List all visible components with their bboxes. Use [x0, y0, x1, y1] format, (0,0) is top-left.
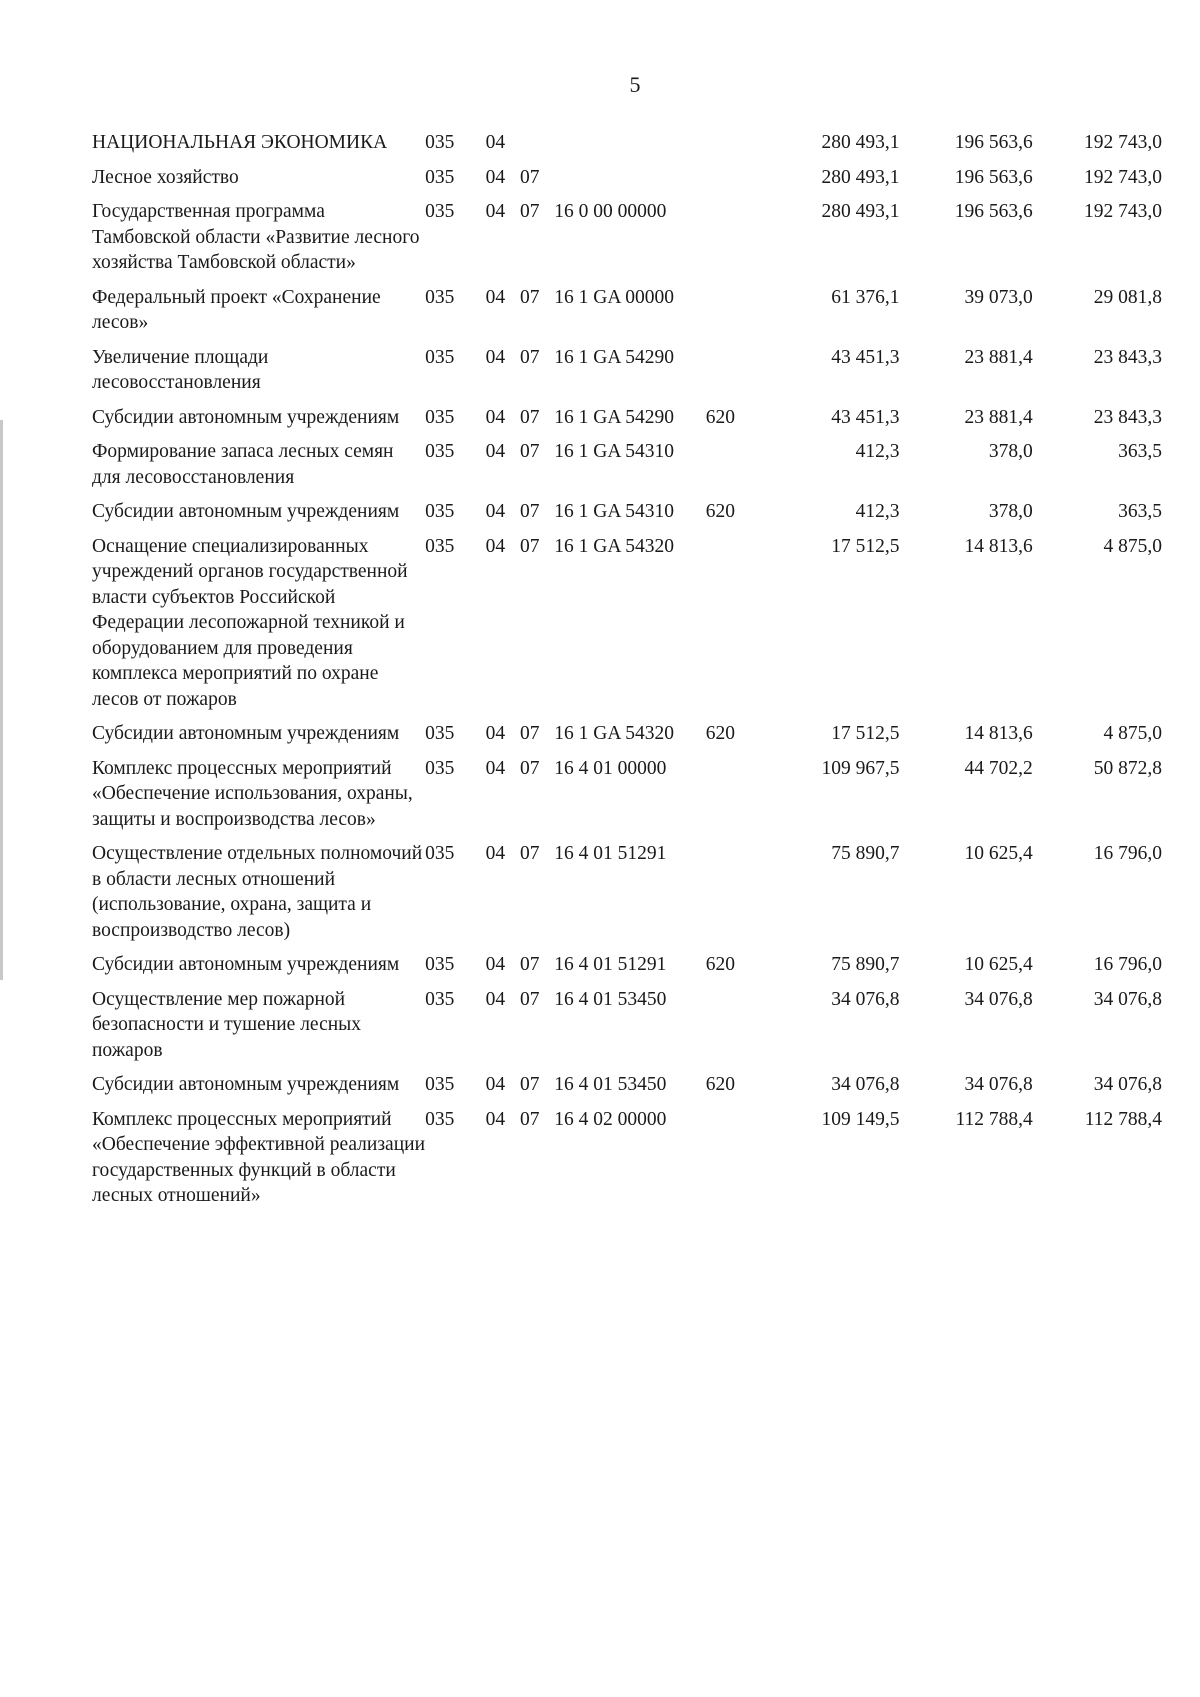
- table-row: [92, 130, 1162, 165]
- budget-item-name: Оснащение специализированных учреждений органов государственной власти субъектов Российской Федерации лесопожарной техникой и оборудованием для проведения комплекса мероприятий по охране лесов от пожаров: [92, 535, 408, 710]
- subsection-code: 07: [519, 1108, 540, 1130]
- target-article-code: 16 1 GA 54290: [554, 406, 675, 428]
- target-article-code: [554, 130, 705, 165]
- budget-item-name: Субсидии автономным учреждениям: [92, 954, 400, 975]
- ministry-code: 035: [425, 843, 455, 864]
- section-code: 04: [485, 1074, 506, 1095]
- section-code: 04: [485, 954, 506, 975]
- ministry-code: 035: [425, 535, 455, 557]
- amount-year-2: 44 702,2: [964, 757, 1033, 779]
- ministry-code: 035: [425, 406, 455, 428]
- amount-year-2: 196 563,6: [954, 132, 1033, 153]
- amount-year-1: 412,3: [855, 501, 900, 522]
- ministry-code: 035: [425, 132, 455, 153]
- budget-item-name: Субсидии автономным учреждениям: [92, 1074, 400, 1095]
- amount-year-3: 16 796,0: [1093, 954, 1162, 975]
- ministry-code: 035: [425, 1074, 455, 1095]
- table-row: [92, 285, 1162, 345]
- section-code: 04: [485, 346, 506, 368]
- budget-item-name: Формирование запаса лесных семян для лесовосстановления: [92, 441, 394, 488]
- target-article-code: 16 1 GA 54310: [554, 501, 675, 522]
- amount-year-2: 34 076,8: [964, 1074, 1033, 1095]
- amount-year-3: 363,5: [1118, 501, 1162, 522]
- subsection-code: 07: [519, 346, 540, 368]
- expense-type-code: 620: [705, 501, 735, 522]
- subsection-code: 07: [519, 954, 540, 975]
- table-row: [92, 345, 1162, 405]
- table-row: [92, 405, 1162, 440]
- target-article-code: 16 4 01 53450: [554, 1074, 667, 1095]
- amount-year-1: 43 451,3: [831, 406, 900, 428]
- ministry-code: 035: [425, 1108, 455, 1130]
- subsection-code: 07: [519, 406, 540, 428]
- table-row: [92, 1072, 1162, 1107]
- subsection-code: 07: [519, 441, 540, 462]
- expense-type-code: 620: [705, 723, 735, 744]
- amount-year-1: 17 512,5: [831, 535, 900, 557]
- budget-item-name: Осуществление отдельных полномочий в области лесных отношений (использование, охрана, защита и воспроизводство лесов): [92, 843, 423, 941]
- expense-type-code: 620: [705, 954, 735, 975]
- expense-type-code: 620: [705, 406, 735, 428]
- ministry-code: 035: [425, 346, 455, 368]
- ministry-code: 035: [425, 757, 455, 779]
- table-row: [92, 987, 1162, 1073]
- page-number: 5: [629, 72, 641, 97]
- budget-item-name: НАЦИОНАЛЬНАЯ ЭКОНОМИКА: [92, 132, 388, 153]
- amount-year-1: 75 890,7: [831, 954, 900, 975]
- subsection-code: 07: [519, 843, 540, 864]
- amount-year-1: 34 076,8: [831, 1074, 900, 1095]
- table-row: [92, 499, 1162, 534]
- amount-year-3: 192 743,0: [1084, 166, 1162, 188]
- amount-year-1: 109 149,5: [821, 1108, 900, 1130]
- ministry-code: 035: [425, 501, 455, 522]
- target-article-code: 16 4 01 51291: [554, 954, 667, 975]
- table-row: [92, 721, 1162, 756]
- table-row: [92, 165, 1162, 200]
- section-code: 04: [485, 166, 506, 188]
- amount-year-3: 34 076,8: [1093, 988, 1162, 1010]
- budget-item-name: Федеральный проект «Сохранение лесов»: [92, 286, 381, 333]
- section-code: 04: [485, 132, 506, 153]
- ministry-code: 035: [425, 441, 455, 462]
- amount-year-1: 43 451,3: [831, 346, 900, 368]
- amount-year-1: 61 376,1: [831, 286, 900, 308]
- expense-type-code: [706, 534, 758, 722]
- amount-year-2: 23 881,4: [964, 406, 1033, 428]
- amount-year-1: 412,3: [855, 441, 900, 462]
- subsection-code: 07: [519, 201, 540, 222]
- amount-year-2: 14 813,6: [964, 535, 1033, 557]
- amount-year-1: 17 512,5: [831, 723, 900, 744]
- target-article-code: 16 1 GA 54290: [554, 346, 675, 368]
- section-code: 04: [485, 201, 506, 222]
- subsection-code: 07: [519, 757, 540, 779]
- section-code: 04: [485, 441, 506, 462]
- subsection-code: 07: [519, 286, 540, 308]
- ministry-code: 035: [425, 286, 455, 308]
- section-code: 04: [485, 1108, 506, 1130]
- expense-type-code: [706, 841, 758, 952]
- budget-item-name: Комплекс процессных мероприятий «Обеспечение эффективной реализации государственных функций в области лесных отношений»: [92, 1108, 426, 1206]
- amount-year-2: 196 563,6: [954, 166, 1033, 188]
- ministry-code: 035: [425, 201, 455, 222]
- section-code: 04: [485, 988, 506, 1010]
- expense-type-code: 620: [705, 1074, 735, 1095]
- amount-year-2: 378,0: [988, 501, 1033, 522]
- amount-year-2: 112 788,4: [955, 1108, 1033, 1130]
- subsection-code: 07: [519, 535, 540, 557]
- table-row: [92, 756, 1162, 842]
- subsection-code: 07: [519, 501, 540, 522]
- amount-year-2: 196 563,6: [954, 201, 1033, 222]
- expense-type-code: [706, 199, 758, 285]
- ministry-code: 035: [425, 988, 455, 1010]
- amount-year-2: 39 073,0: [964, 286, 1033, 308]
- amount-year-1: 109 967,5: [821, 757, 900, 779]
- amount-year-3: 4 875,0: [1103, 723, 1162, 744]
- section-code: 04: [485, 757, 506, 779]
- amount-year-1: 280 493,1: [821, 166, 900, 188]
- ministry-code: 035: [425, 723, 455, 744]
- amount-year-1: 280 493,1: [821, 201, 900, 222]
- budget-item-name: Увеличение площади лесовосстановления: [92, 346, 269, 393]
- section-code: 04: [485, 843, 506, 864]
- amount-year-1: 280 493,1: [821, 132, 900, 153]
- amount-year-1: 75 890,7: [831, 843, 900, 864]
- expense-type-code: [706, 130, 758, 165]
- section-code: 04: [485, 535, 506, 557]
- amount-year-1: 34 076,8: [831, 988, 900, 1010]
- amount-year-3: 16 796,0: [1093, 843, 1162, 864]
- amount-year-2: 10 625,4: [964, 954, 1033, 975]
- amount-year-3: 192 743,0: [1084, 201, 1162, 222]
- subsection-code: 07: [519, 1074, 540, 1095]
- table-row: [92, 952, 1162, 987]
- budget-item-name: Субсидии автономным учреждениям: [92, 723, 400, 744]
- target-article-code: [554, 165, 705, 200]
- budget-item-name: Лесное хозяйство: [92, 166, 239, 188]
- amount-year-3: 50 872,8: [1093, 757, 1162, 779]
- expense-type-code: [706, 1107, 758, 1218]
- subsection-code: 07: [519, 988, 540, 1010]
- target-article-code: 16 1 GA 00000: [554, 286, 675, 308]
- budget-item-name: Комплекс процессных мероприятий «Обеспечение использования, охраны, защиты и воспроизводства лесов»: [92, 757, 413, 830]
- target-article-code: 16 0 00 00000: [554, 201, 667, 222]
- target-article-code: 16 4 01 53450: [554, 988, 667, 1010]
- budget-table: [92, 130, 1162, 1218]
- amount-year-3: 29 081,8: [1093, 286, 1162, 308]
- table-row: [92, 439, 1162, 499]
- ministry-code: 035: [425, 166, 455, 188]
- amount-year-3: 23 843,3: [1093, 346, 1162, 368]
- budget-item-name: Государственная программа Тамбовской области «Развитие лесного хозяйства Тамбовской области»: [92, 201, 420, 273]
- section-code: 04: [485, 406, 506, 428]
- section-code: 04: [485, 723, 506, 744]
- budget-item-name: Субсидии автономным учреждениям: [92, 501, 400, 522]
- amount-year-3: 34 076,8: [1093, 1074, 1162, 1095]
- expense-type-code: [706, 165, 758, 200]
- scan-edge-shadow: [0, 420, 3, 980]
- amount-year-2: 34 076,8: [964, 988, 1033, 1010]
- amount-year-3: 363,5: [1118, 441, 1162, 462]
- expense-type-code: [706, 285, 758, 345]
- target-article-code: 16 1 GA 54320: [554, 535, 675, 557]
- table-row: [92, 534, 1162, 722]
- subsection-code: 07: [519, 723, 540, 744]
- table-row: [92, 199, 1162, 285]
- ministry-code: 035: [425, 954, 455, 975]
- section-code: 04: [485, 286, 506, 308]
- amount-year-3: 192 743,0: [1084, 132, 1162, 153]
- budget-item-name: Субсидии автономным учреждениям: [92, 406, 400, 428]
- section-code: 04: [485, 501, 506, 522]
- table-row: [92, 841, 1162, 952]
- amount-year-3: 112 788,4: [1084, 1108, 1162, 1130]
- target-article-code: 16 1 GA 54320: [554, 723, 675, 744]
- table-row: [92, 1107, 1162, 1218]
- amount-year-2: 23 881,4: [964, 346, 1033, 368]
- target-article-code: 16 4 02 00000: [554, 1108, 667, 1130]
- subsection-code: [520, 130, 554, 165]
- amount-year-3: 4 875,0: [1103, 535, 1162, 557]
- target-article-code: 16 4 01 51291: [554, 843, 667, 864]
- expense-type-code: [706, 439, 758, 499]
- expense-type-code: [706, 756, 758, 842]
- amount-year-3: 23 843,3: [1093, 406, 1162, 428]
- target-article-code: 16 1 GA 54310: [554, 441, 675, 462]
- budget-item-name: Осуществление мер пожарной безопасности и тушение лесных пожаров: [92, 988, 362, 1061]
- amount-year-2: 10 625,4: [964, 843, 1033, 864]
- expense-type-code: [706, 345, 758, 405]
- target-article-code: 16 4 01 00000: [554, 757, 667, 779]
- expense-type-code: [706, 987, 758, 1073]
- subsection-code: 07: [519, 166, 540, 188]
- amount-year-2: 14 813,6: [964, 723, 1033, 744]
- amount-year-2: 378,0: [988, 441, 1033, 462]
